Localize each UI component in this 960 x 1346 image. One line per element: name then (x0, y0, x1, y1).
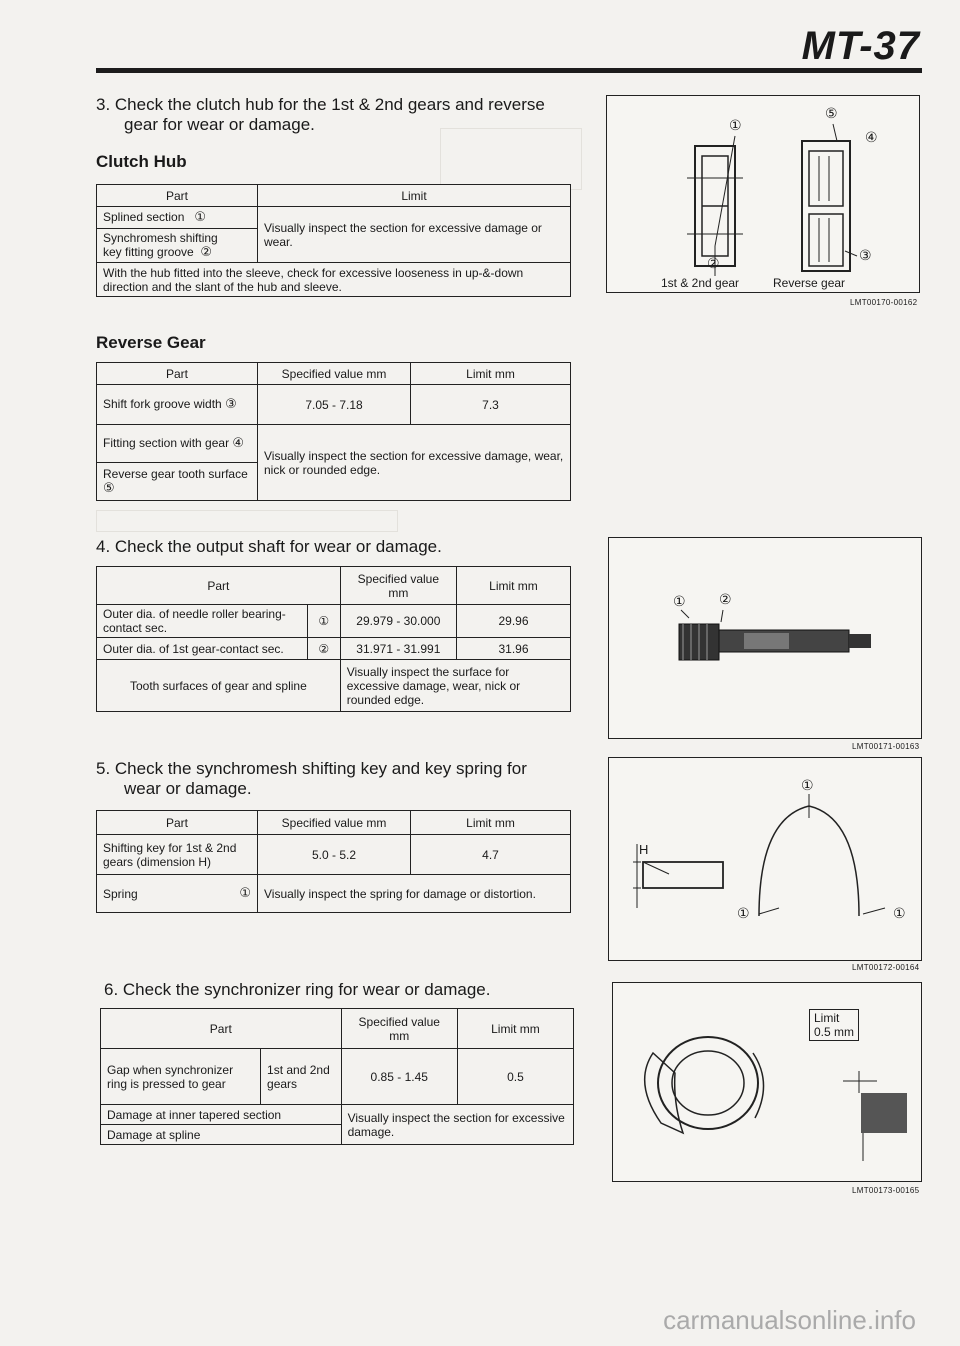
table-cell: 31.96 (456, 638, 570, 660)
ghost-box (440, 128, 582, 190)
callout-1: ① (801, 778, 814, 794)
clutch-hub-table (96, 184, 571, 297)
figure-clutch-hub-reverse-gear (606, 95, 920, 293)
callout-1c: ① (893, 906, 906, 922)
table-cell: 29.979 - 30.000 (340, 605, 456, 638)
callout-2: ② (707, 256, 720, 272)
gear-diagram (607, 96, 919, 292)
col-header-spec: Specified value mm (258, 363, 411, 385)
callout-4: ④ (865, 130, 878, 146)
output-shaft-table (96, 566, 571, 712)
table-cell: 7.05 - 7.18 (258, 385, 411, 425)
table-cell: Outer dia. of 1st gear-contact sec. (97, 638, 308, 660)
dimension-h-label: H (639, 842, 649, 857)
synchronizer-ring-table (100, 1008, 574, 1145)
table-cell: 5.0 - 5.2 (258, 835, 411, 875)
col-header-spec: Specified value mm (258, 811, 411, 835)
table-cell: Spring ① (97, 875, 258, 913)
table-cell: Visually inspect the surface for excessive damage, wear, nick or rounded edge. (340, 660, 570, 712)
watermark: carmanualsonline.info (663, 1305, 916, 1335)
figure-code: LMT00171-00163 (852, 742, 920, 751)
table-cell: Outer dia. of needle roller bearing-contact sec. (97, 605, 308, 638)
col-header-part: Part (97, 185, 258, 207)
reverse-gear-table (96, 362, 571, 501)
table-cell: Visually inspect the section for excessive damage or wear. (258, 207, 571, 263)
table-cell: 1st and 2nd gears (261, 1049, 342, 1105)
callout-1: ① (729, 118, 742, 134)
reverse-gear-heading: Reverse Gear (96, 333, 206, 352)
table-cell: Visually inspect the section for excessive damage. (341, 1105, 573, 1145)
step6-text: 6. Check the synchronizer ring for wear or damage. (104, 980, 491, 999)
col-header-part: Part (97, 811, 258, 835)
col-header-limit: Limit mm (411, 811, 571, 835)
col-header-limit: Limit mm (457, 1009, 573, 1049)
callout-2: ② (719, 592, 732, 608)
table-cell: ① (307, 605, 340, 638)
label-1st-2nd-gear: 1st & 2nd gear (661, 276, 740, 290)
figure-code: LMT00170-00162 (850, 298, 918, 307)
callout-1: ① (673, 594, 686, 610)
table-cell: Synchromesh shifting key fitting groove ② (97, 229, 258, 263)
table-cell: Reverse gear tooth surface ⑤ (97, 463, 258, 501)
table-note: With the hub fitted into the sleeve, check for excessive looseness in up-&-down direction and the slant of the hub and sleeve. (97, 263, 571, 297)
key-spring-diagram (609, 758, 921, 960)
figure-output-shaft (608, 537, 922, 739)
ghost-box (96, 510, 398, 532)
clutch-hub-heading: Clutch Hub (96, 152, 187, 171)
label-reverse-gear: Reverse gear (773, 276, 846, 290)
step3-text: 3. Check the clutch hub for the 1st & 2nd gears and reverse gear for wear or damage. (96, 95, 545, 134)
col-header-spec: Specified value mm (341, 1009, 457, 1049)
col-header-limit: Limit mm (456, 567, 570, 605)
synchronizer-ring-diagram (613, 983, 921, 1181)
callout-3: ③ (859, 248, 872, 264)
figure-synchronizer-ring (612, 982, 922, 1182)
limit-callout-box: Limit 0.5 mm (809, 1009, 859, 1041)
shifting-key-table (96, 810, 571, 913)
table-cell: 7.3 (411, 385, 571, 425)
table-cell: Shift fork groove width ③ (97, 385, 258, 425)
step4-text: 4. Check the output shaft for wear or damage. (96, 537, 442, 556)
col-header-part: Part (101, 1009, 342, 1049)
col-header-spec: Specified value mm (340, 567, 456, 605)
output-shaft-diagram (609, 538, 921, 738)
table-cell: Splined section ① (97, 207, 258, 229)
table-cell: Damage at spline (101, 1125, 342, 1145)
table-cell: 29.96 (456, 605, 570, 638)
step5-text: 5. Check the synchromesh shifting key and key spring for wear or damage. (96, 759, 527, 798)
table-cell: Damage at inner tapered section (101, 1105, 342, 1125)
figure-code: LMT00173-00165 (852, 1186, 920, 1195)
table-cell: 0.85 - 1.45 (341, 1049, 457, 1105)
table-cell: Tooth surfaces of gear and spline (97, 660, 341, 712)
page-code: MT-37 (801, 24, 920, 68)
header-rule (96, 68, 922, 73)
col-header-part: Part (97, 363, 258, 385)
table-cell: 4.7 (411, 835, 571, 875)
callout-5: ⑤ (825, 106, 838, 122)
table-cell: Gap when synchronizer ring is pressed to gear (101, 1049, 261, 1105)
figure-code: LMT00172-00164 (852, 963, 920, 972)
callout-1b: ① (737, 906, 750, 922)
table-cell: Visually inspect the section for excessive damage, wear, nick or rounded edge. (258, 425, 571, 501)
table-cell: ② (307, 638, 340, 660)
table-cell: Fitting section with gear ④ (97, 425, 258, 463)
figure-key-spring (608, 757, 922, 961)
col-header-part: Part (97, 567, 341, 605)
table-cell: Visually inspect the spring for damage or distortion. (258, 875, 571, 913)
table-cell: 31.971 - 31.991 (340, 638, 456, 660)
table-cell: Shifting key for 1st & 2nd gears (dimension H) (97, 835, 258, 875)
col-header-limit: Limit (258, 185, 571, 207)
col-header-limit: Limit mm (411, 363, 571, 385)
table-cell: 0.5 (457, 1049, 573, 1105)
